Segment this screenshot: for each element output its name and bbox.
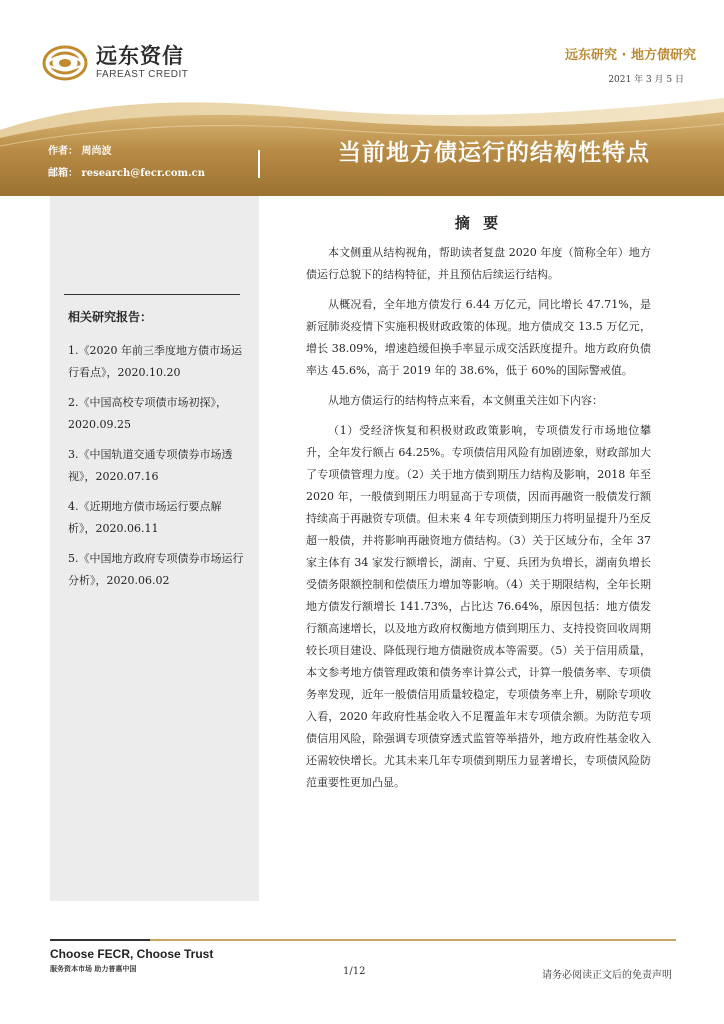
abstract-title: 摘 要: [454, 214, 503, 232]
research-series: 远东研究 · 地方债研究: [565, 48, 696, 63]
related-reports-heading: 相关研究报告：: [68, 310, 153, 324]
logo-chinese-name: 远东资信: [96, 44, 184, 68]
disclaimer-note: 请务必阅读正文后的免责声明: [542, 970, 672, 981]
fareast-logo-icon: [42, 44, 88, 82]
related-report-item[interactable]: 4.《近期地方债市场运行要点解析》，2020.06.11: [68, 500, 222, 535]
related-report-item[interactable]: 1.《2020 年前三季度地方债市场运行看点》，2020.10.20: [68, 344, 242, 379]
logo-english-name: FAREAST CREDIT: [96, 69, 189, 80]
abstract-paragraph: （1）受经济恢复和积极财政政策影响，专项债发行市场地位攀升，全年发行额占 64.25%。专项债信用风险有加剧迹象，财政部加大了专项债管理力度。（2）关于地方债到期压力结构及影响，2018 年至 2020 年，一般债到期压力明显高于专项债，因而再融资一般债发行额持续高于再融资专项债。但未来 4 年专项债到期压力将明显提升乃至反超一般债，并将影响再融资地方债结构。（3）关于区域分布，全年 37 家主体有 34 家发行额增长，湖南、宁夏、兵团为负增长，湖南负增长受债务限额控制和偿债压力增加等影响。（4）关于期限结构，全年长期地方债发行额增长 141.73%，占比达 76.64%，原因包括：地方债发行额高速增长，以及地方政府权衡地方债到期压力、支持投资回收周期较长项目建设、降低现行地方债融资成本等需要。（5）关于信用质量，本文参考地方债管理政策和债务率计算公式，计算一般债务率、专项债务率发现，近年一般债信用质量较稳定，专项债务率上升，剔除专项收入看，2020 年政府性基金收入不足覆盖年末专项债余额。为防范专项债信用风险，除强调专项债穿透式监管等举措外，地方政府性基金收入还需较快增长。尤其未来几年专项债到期压力显著增长，专项债风险防范重要性更加凸显。: [306, 424, 651, 789]
sidebar-divider: [64, 294, 240, 295]
title-divider: [258, 150, 260, 178]
report-title: 当前地方债运行的结构性特点: [338, 140, 650, 166]
footer-rule: [50, 939, 676, 941]
company-logo: [42, 44, 188, 82]
related-report-item[interactable]: 5.《中国地方政府专项债券市场运行分析》，2020.06.02: [68, 552, 244, 587]
abstract-paragraph: 本文侧重从结构视角，帮助读者复盘 2020 年度（简称全年）地方债运行总貌下的结构特征，并且预估后续运行结构。: [306, 246, 651, 281]
abstract-paragraph: 从地方债运行的结构特点来看，本文侧重关注如下内容：: [328, 394, 603, 407]
page-number: 1/12: [343, 966, 366, 977]
report-date: 2021 年 3 月 5 日: [608, 75, 684, 85]
related-reports-list: [68, 340, 248, 600]
abstract-paragraph: 从概况看，全年地方债发行 6.44 万亿元，同比增长 47.71%，是新冠肺炎疫情下实施积极财政政策的体现。地方债成交 13.5 万亿元，增长 38.09%，增速趋缓但换手率显示成交活跃度提升。地方政府负债率达 45.6%，高于 2019 年的 38.6%，低于 60%的国际警戒值。: [306, 298, 651, 377]
related-report-item[interactable]: 3.《中国轨道交通专项债券市场透视》，2020.07.16: [68, 448, 233, 483]
author-line: 作者： 周尚波: [48, 146, 112, 157]
footer-subslogan: 服务资本市场 助力普惠中国: [50, 964, 137, 973]
email-line: 邮箱： research@fecr.com.cn: [48, 168, 205, 179]
footer-slogan: Choose FECR, Choose Trust: [50, 947, 214, 961]
related-report-item[interactable]: 2.《中国高校专项债市场初探》，2020.09.25: [68, 396, 227, 431]
abstract-section: [306, 212, 651, 802]
